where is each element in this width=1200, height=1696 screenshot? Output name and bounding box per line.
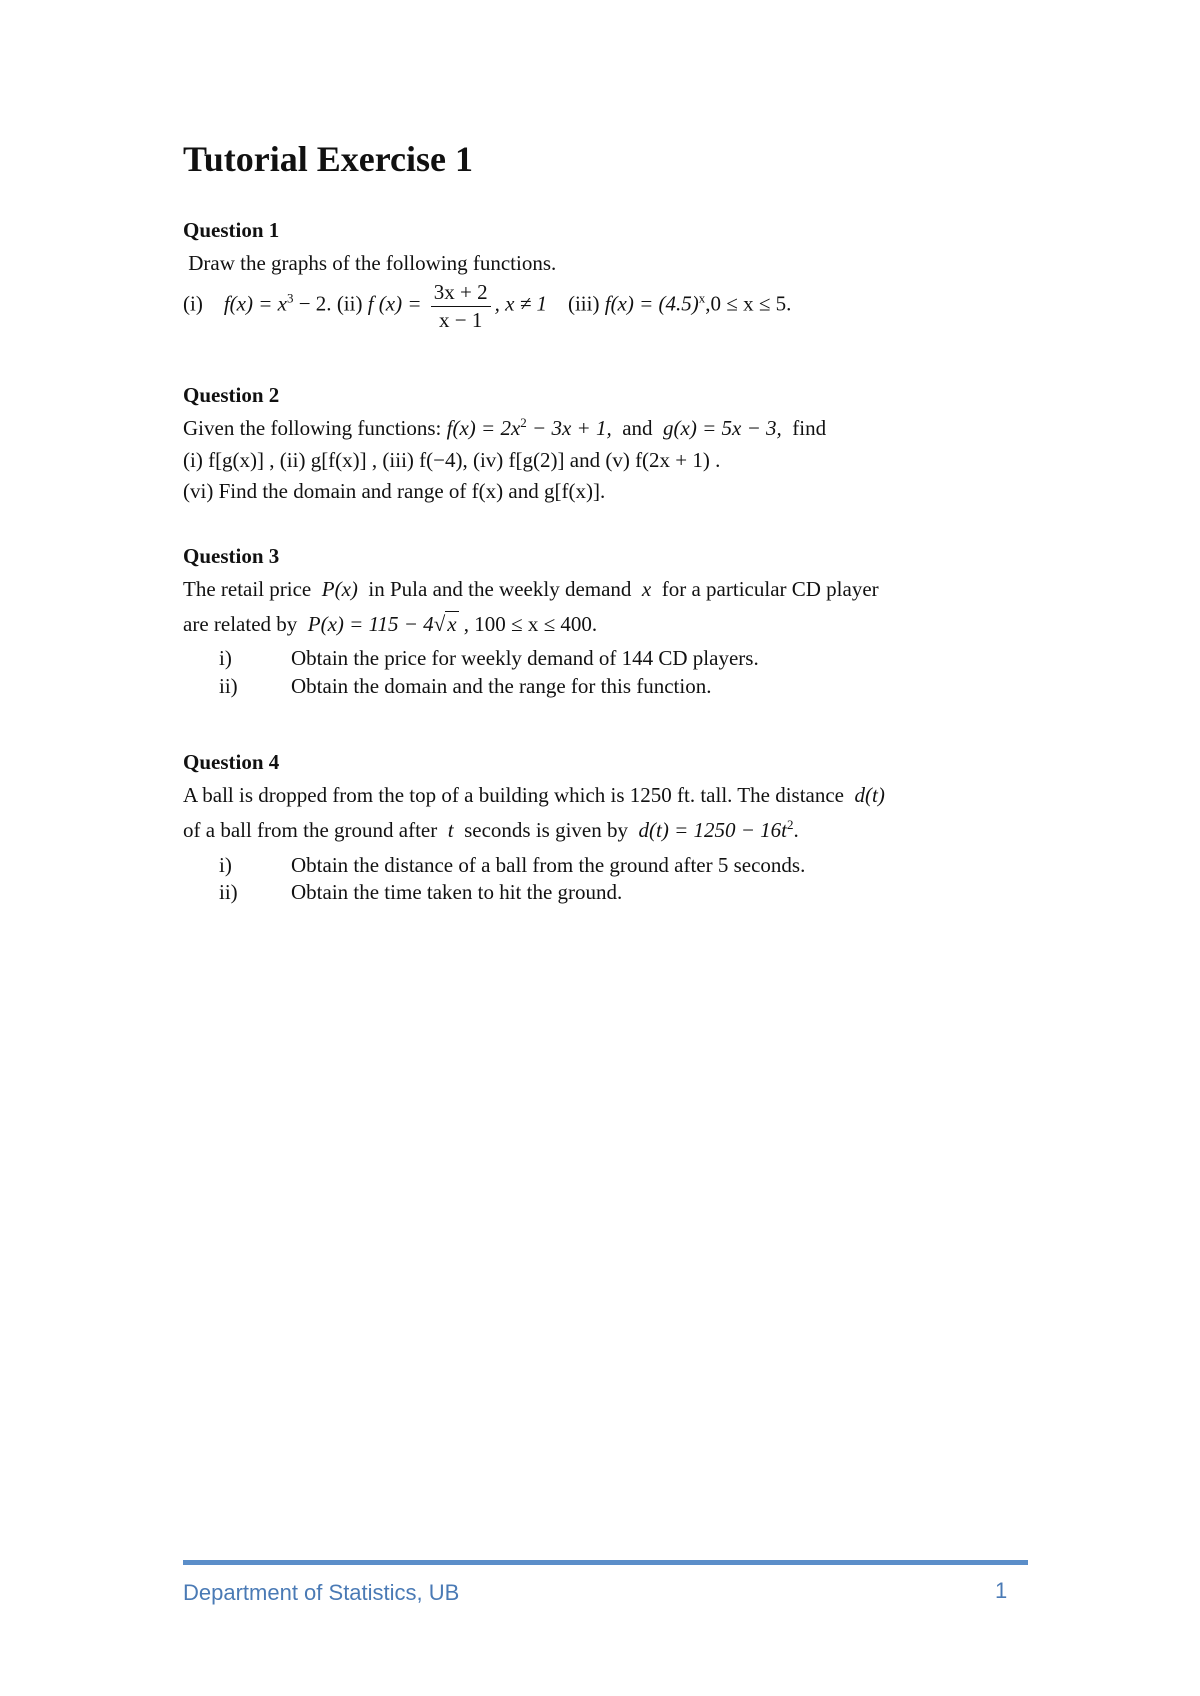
question-3-items	[183, 645, 1023, 700]
q2-find: find	[792, 416, 827, 441]
q2-f-tail: − 3x + 1,	[526, 416, 612, 441]
list-marker: i)	[219, 646, 232, 671]
list-text: Obtain the price for weekly demand of 144 CD players.	[291, 646, 759, 671]
footer-department: Department of Statistics, UB	[183, 1580, 460, 1605]
q4-text-b: seconds is given by	[464, 817, 628, 842]
question-3-line-2: are related by P(x) = 115 − 4√x , 100 ≤ x ≤ 400.	[183, 611, 598, 636]
q1-ii-lhs: f (x) =	[367, 292, 422, 316]
q1-iii-range: ,0 ≤ x ≤ 5.	[705, 292, 792, 316]
q1-ii-condition: , x ≠ 1	[494, 292, 547, 316]
list-item	[183, 673, 1023, 700]
list-item	[183, 879, 1023, 906]
q3-p: P(x)	[321, 577, 358, 602]
page-number: 1	[995, 1578, 1008, 1603]
question-1-functions	[183, 279, 1023, 333]
q1-iii-exponent: x	[698, 291, 706, 306]
list-text: Obtain the domain and the range for this function.	[291, 673, 712, 698]
q2-and: and	[622, 416, 653, 441]
question-2-line-3: (vi) Find the domain and range of f(x) and g[f(x)].	[183, 479, 606, 504]
document-content	[183, 140, 1023, 940]
list-item	[183, 852, 1023, 879]
list-marker: ii)	[219, 879, 238, 904]
q3-text-c: for a particular CD player	[661, 577, 879, 602]
question-3	[183, 542, 1023, 700]
q2-given-text: Given the following functions:	[183, 416, 442, 441]
q1-ii-fraction	[431, 279, 491, 333]
question-4-line-2	[183, 812, 1023, 850]
q3-range: , 100 ≤ x ≤ 400.	[463, 611, 598, 636]
footer-divider	[183, 1560, 1028, 1565]
q3-price-expr: P(x) = 115 − 4	[307, 611, 434, 636]
question-1-intro: Draw the graphs of the following functions.	[188, 250, 557, 275]
question-4-line-1	[183, 780, 1023, 812]
question-2-line-1	[183, 413, 1023, 445]
q1-iii-expr: f(x) = (4.5)	[604, 292, 699, 316]
list-marker: ii)	[219, 673, 238, 698]
question-4-heading: Question 4	[183, 750, 280, 775]
q2-f-exponent: 2	[520, 415, 527, 431]
question-2-line-2: (i) f[g(x)] , (ii) g[f(x)] , (iii) f(−4), (iv) f[g(2)] and (v) f(2x + 1) .	[183, 447, 721, 472]
q1-i-tail: − 2.	[293, 292, 332, 316]
q3-x: x	[641, 577, 652, 602]
q4-distance-expr: d(t) = 1250 − 16t	[638, 817, 787, 842]
list-text: Obtain the distance of a ball from the ground after 5 seconds.	[291, 852, 806, 877]
question-3-heading: Question 3	[183, 543, 280, 568]
q4-t: t	[447, 817, 454, 842]
list-marker: i)	[219, 852, 232, 877]
q4-text: A ball is dropped from the top of a building which is 1250 ft. tall. The distance	[183, 783, 844, 808]
q3-related-text: are related by	[183, 611, 298, 636]
q2-f-expr: f(x) = 2x	[446, 416, 521, 441]
q1-i-expr: f(x) = x	[223, 292, 287, 316]
question-1-heading: Question 1	[183, 217, 280, 242]
question-2	[183, 381, 1023, 508]
page-title: Tutorial Exercise 1	[183, 139, 473, 179]
question-4	[183, 748, 1023, 906]
question-1	[183, 216, 1023, 333]
q2-g-expr: g(x) = 5x − 3,	[663, 416, 782, 441]
q3-text-b: in Pula and the weekly demand	[368, 577, 632, 602]
q1-ii-numerator: 3x + 2	[431, 279, 491, 306]
q4-d: d(t)	[854, 783, 885, 808]
q1-ii-denominator: x − 1	[439, 307, 483, 332]
q1-iii-label: (iii)	[567, 292, 600, 316]
question-4-items	[183, 852, 1023, 907]
question-3-line-1	[183, 574, 1023, 606]
list-item	[183, 645, 1023, 672]
q4-exponent: 2	[787, 816, 794, 832]
q4-text-a: of a ball from the ground after	[183, 817, 438, 842]
q4-period: .	[793, 817, 799, 842]
q1-i-label: (i)	[183, 292, 203, 316]
list-text: Obtain the time taken to hit the ground.	[291, 879, 623, 904]
q1-i-exponent: 3	[286, 291, 294, 306]
q3-text-a: The retail price	[183, 577, 312, 602]
q1-ii-label: (ii)	[336, 292, 363, 316]
q3-sqrt-arg: x	[447, 611, 457, 636]
question-2-heading: Question 2	[183, 382, 280, 407]
